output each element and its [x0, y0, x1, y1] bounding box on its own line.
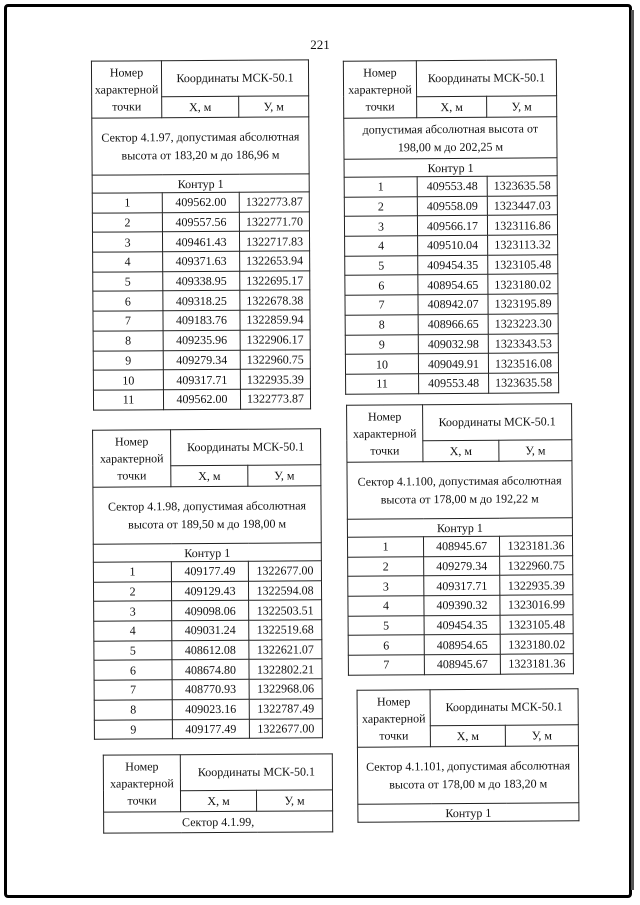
coordinates-table-sector-4-1-100 — [346, 403, 574, 675]
table-row — [345, 294, 558, 315]
y-axis-header: У, м — [499, 439, 572, 461]
table-row — [345, 353, 558, 374]
point-number-cell: 6 — [93, 291, 163, 311]
point-number-cell: 2 — [92, 212, 162, 232]
scan-edge-shadow — [631, 10, 634, 890]
x-coordinate-cell: 409032.98 — [418, 334, 488, 354]
point-number-cell: 1 — [347, 537, 423, 557]
sector-caption: Сектор 4.1.97, допустимая абсолютная высота от 183,20 м до 186,96 м — [92, 117, 309, 175]
coordinates-table-sector-4-1-97 — [91, 59, 311, 410]
y-coordinate-cell: 1322935.39 — [500, 575, 573, 595]
contour-label: Контур 1 — [347, 518, 572, 538]
table-row — [345, 333, 558, 354]
x-axis-header: X, м — [417, 96, 487, 118]
x-coordinate-cell: 409177.49 — [171, 561, 248, 581]
y-coordinate-cell: 1323181.36 — [499, 536, 572, 556]
y-coordinate-cell: 1322677.00 — [248, 561, 321, 581]
point-number-header: Номер характерной точки — [347, 405, 423, 463]
point-number-cell: 7 — [94, 680, 172, 700]
table-row — [94, 659, 322, 680]
x-coordinate-cell: 408954.65 — [424, 635, 500, 655]
y-coordinate-cell: 1323113.32 — [488, 235, 558, 255]
point-number-cell: 3 — [344, 216, 417, 236]
table-row — [348, 555, 573, 576]
point-number-cell: 9 — [94, 719, 172, 739]
point-number-cell: 4 — [94, 621, 172, 641]
y-coordinate-cell: 1323016.99 — [500, 595, 573, 615]
y-coordinate-cell: 1322653.94 — [240, 251, 310, 271]
point-number-cell: 8 — [94, 700, 172, 720]
point-number-cell: 10 — [345, 354, 418, 374]
x-coordinate-cell: 409454.35 — [424, 615, 500, 635]
y-coordinate-cell: 1323105.48 — [500, 614, 573, 634]
table-row — [345, 255, 558, 276]
x-axis-header: X, м — [180, 790, 256, 812]
y-coordinate-cell: 1322773.87 — [240, 389, 310, 409]
table-row — [94, 699, 322, 720]
table-row — [348, 595, 573, 616]
y-coordinate-cell: 1322773.87 — [239, 192, 309, 212]
y-coordinate-cell: 1323195.89 — [488, 294, 558, 314]
y-coordinate-cell: 1323223.30 — [488, 314, 558, 334]
y-coordinate-cell: 1322594.08 — [248, 580, 321, 600]
contour-label: Контур 1 — [93, 543, 321, 562]
x-coordinate-cell: 408674.80 — [172, 660, 249, 680]
x-coordinate-cell: 409177.49 — [172, 719, 249, 739]
point-number-header: Номер характерной точки — [357, 690, 430, 748]
y-coordinate-cell: 1323635.58 — [487, 176, 557, 196]
point-number-cell: 8 — [345, 315, 418, 335]
sector-caption: допустимая абсолютная высота от 198,00 м до 202,25 м — [344, 117, 557, 159]
y-axis-header: У, м — [487, 95, 557, 117]
y-axis-header: У, м — [248, 464, 321, 486]
y-axis-header: У, м — [256, 790, 332, 812]
x-coordinate-cell: 408945.67 — [424, 654, 500, 674]
point-number-cell: 8 — [93, 331, 163, 351]
table-row — [348, 575, 573, 596]
contour-label: Контур 1 — [344, 158, 557, 177]
y-coordinate-cell: 1323447.03 — [487, 195, 557, 215]
x-coordinate-cell: 409553.48 — [417, 176, 487, 196]
y-coordinate-cell: 1322968.06 — [249, 679, 322, 699]
coordinates-table-sector-continued — [343, 59, 559, 394]
x-coordinate-cell: 409562.00 — [162, 192, 239, 212]
point-number-cell: 6 — [345, 275, 418, 295]
y-coordinate-cell: 1322802.21 — [249, 659, 322, 679]
contour-label: Контур 1 — [358, 803, 579, 823]
coordinates-header: Координаты МСК-50.1 — [423, 404, 572, 441]
y-coordinate-cell: 1322771.70 — [239, 212, 309, 232]
point-number-cell: 6 — [348, 635, 424, 655]
table-row — [93, 389, 310, 410]
table-row — [347, 536, 572, 557]
y-coordinate-cell: 1323180.02 — [488, 274, 558, 294]
table-row — [348, 634, 573, 655]
x-coordinate-cell: 409558.09 — [417, 196, 487, 216]
table-row — [345, 274, 558, 295]
sector-caption: Сектор 4.1.100, допустимая абсолютная высота от 178,00 м до 192,22 м — [347, 461, 572, 520]
table-row — [94, 640, 322, 661]
table-row — [93, 271, 310, 292]
y-coordinate-cell: 1323105.48 — [488, 255, 558, 275]
point-number-cell: 5 — [348, 616, 424, 636]
coordinates-header: Координаты МСК-50.1 — [416, 60, 556, 97]
table-row — [345, 235, 558, 256]
x-axis-header: X, м — [423, 440, 499, 462]
y-coordinate-cell: 1322677.00 — [249, 718, 322, 738]
y-coordinate-cell: 1322503.51 — [249, 600, 322, 620]
x-coordinate-cell: 409318.25 — [163, 291, 240, 311]
x-coordinate-cell: 409510.04 — [418, 235, 488, 255]
y-coordinate-cell: 1323635.58 — [489, 373, 559, 393]
point-number-cell: 1 — [93, 562, 171, 582]
point-number-cell: 2 — [93, 581, 171, 601]
x-coordinate-cell: 409023.16 — [172, 699, 249, 719]
table-row — [344, 176, 557, 197]
y-coordinate-cell: 1322935.39 — [240, 369, 310, 389]
table-row — [344, 195, 557, 216]
point-number-cell: 6 — [94, 660, 172, 680]
y-coordinate-cell: 1322906.17 — [240, 330, 310, 350]
x-axis-header: X, м — [430, 725, 505, 747]
table-row — [94, 620, 322, 641]
coordinates-table-sector-4-1-99 — [103, 753, 333, 833]
table-row — [93, 290, 310, 311]
y-coordinate-cell: 1322621.07 — [249, 640, 322, 660]
page-number: 221 — [310, 37, 330, 52]
coordinates-header: Координаты МСК-50.1 — [180, 754, 332, 790]
x-coordinate-cell: 408612.08 — [172, 640, 249, 660]
x-coordinate-cell: 409235.96 — [163, 330, 240, 350]
point-number-cell: 4 — [93, 252, 163, 272]
y-coordinate-cell: 1322678.38 — [240, 290, 310, 310]
table-row — [93, 310, 310, 331]
coordinates-header: Координаты МСК-50.1 — [161, 60, 308, 97]
x-coordinate-cell: 408942.07 — [418, 294, 488, 314]
x-coordinate-cell: 409461.43 — [162, 232, 239, 252]
x-coordinate-cell: 409338.95 — [163, 271, 240, 291]
y-coordinate-cell: 1322519.68 — [249, 620, 322, 640]
point-number-cell: 2 — [348, 556, 424, 576]
table-row — [93, 251, 310, 272]
x-coordinate-cell: 409183.76 — [163, 310, 240, 330]
point-number-cell: 2 — [344, 196, 417, 216]
y-coordinate-cell: 1323116.86 — [487, 215, 557, 235]
coordinates-header: Координаты МСК-50.1 — [430, 689, 578, 726]
table-row — [94, 679, 322, 700]
contour-label: Контур 1 — [92, 174, 309, 193]
point-number-cell: 5 — [93, 271, 163, 291]
point-number-cell: 9 — [93, 350, 163, 370]
x-coordinate-cell: 409279.34 — [424, 556, 500, 576]
x-coordinate-cell: 409129.43 — [171, 581, 248, 601]
y-coordinate-cell: 1323180.02 — [500, 634, 573, 654]
x-coordinate-cell: 408954.65 — [418, 275, 488, 295]
sector-caption: Сектор 4.1.99, — [104, 811, 333, 833]
coordinates-header: Координаты МСК-50.1 — [171, 429, 321, 466]
point-number-cell: 5 — [345, 255, 418, 275]
x-coordinate-cell: 409390.32 — [424, 595, 500, 615]
x-axis-header: X, м — [171, 465, 248, 487]
y-coordinate-cell: 1323181.36 — [500, 654, 573, 674]
table-row — [93, 369, 310, 390]
x-coordinate-cell: 408770.93 — [172, 679, 249, 699]
table-row — [348, 654, 573, 675]
point-number-cell: 7 — [345, 295, 418, 315]
point-number-header: Номер характерной точки — [343, 61, 416, 119]
point-number-header: Номер характерной точки — [91, 61, 161, 118]
point-number-cell: 3 — [92, 232, 162, 252]
x-coordinate-cell: 408945.67 — [423, 536, 499, 556]
table-row — [93, 330, 310, 351]
table-row — [92, 231, 309, 252]
table-row — [92, 192, 309, 213]
coordinates-table-sector-4-1-101 — [357, 688, 580, 823]
y-axis-header: У, м — [505, 724, 578, 746]
point-number-cell: 4 — [348, 596, 424, 616]
y-coordinate-cell: 1323516.08 — [488, 353, 558, 373]
y-coordinate-cell: 1323343.53 — [488, 333, 558, 353]
table-row — [348, 614, 573, 635]
point-number-cell: 1 — [92, 193, 162, 213]
x-coordinate-cell: 409566.17 — [417, 216, 487, 236]
point-number-cell: 7 — [93, 311, 163, 331]
table-row — [94, 718, 322, 739]
table-row — [346, 373, 559, 394]
x-axis-header: X, м — [162, 96, 239, 118]
point-number-cell: 5 — [94, 640, 172, 660]
table-row — [93, 349, 310, 370]
point-number-cell: 11 — [346, 374, 419, 394]
coordinates-table-sector-4-1-98 — [92, 428, 323, 740]
table-row — [93, 561, 321, 582]
x-coordinate-cell: 409454.35 — [418, 255, 488, 275]
x-coordinate-cell: 409049.91 — [418, 353, 488, 373]
x-coordinate-cell: 409371.63 — [163, 251, 240, 271]
x-coordinate-cell: 408966.65 — [418, 314, 488, 334]
point-number-header: Номер характерной точки — [93, 430, 171, 487]
point-number-cell: 10 — [93, 370, 163, 390]
x-coordinate-cell: 409317.71 — [163, 369, 240, 389]
point-number-cell: 1 — [344, 177, 417, 197]
point-number-cell: 3 — [94, 601, 172, 621]
table-row — [345, 314, 558, 335]
table-row — [93, 580, 321, 601]
y-axis-header: У, м — [239, 95, 309, 117]
sector-caption: Сектор 4.1.101, допустимая абсолютная высота от 178,00 м до 183,20 м — [357, 746, 578, 805]
x-coordinate-cell: 409031.24 — [172, 620, 249, 640]
x-coordinate-cell: 409562.00 — [163, 389, 240, 409]
y-coordinate-cell: 1322787.49 — [249, 699, 322, 719]
point-number-cell: 3 — [348, 576, 424, 596]
point-number-cell: 7 — [348, 655, 424, 675]
x-coordinate-cell: 409317.71 — [424, 576, 500, 596]
x-coordinate-cell: 409557.56 — [162, 212, 239, 232]
point-number-cell: 9 — [345, 334, 418, 354]
table-row — [94, 600, 322, 621]
y-coordinate-cell: 1322859.94 — [240, 310, 310, 330]
y-coordinate-cell: 1322960.75 — [240, 349, 310, 369]
point-number-cell: 4 — [345, 236, 418, 256]
table-row — [92, 212, 309, 233]
point-number-cell: 11 — [93, 390, 163, 410]
sector-caption: Сектор 4.1.98, допустимая абсолютная высота от 189,50 м до 198,00 м — [93, 486, 321, 544]
x-coordinate-cell: 409098.06 — [172, 601, 249, 621]
y-coordinate-cell: 1322717.83 — [239, 231, 309, 251]
y-coordinate-cell: 1322960.75 — [500, 555, 573, 575]
point-number-header: Номер характерной точки — [103, 755, 180, 812]
x-coordinate-cell: 409553.48 — [419, 373, 489, 393]
table-row — [344, 215, 557, 236]
y-coordinate-cell: 1322695.17 — [240, 271, 310, 291]
x-coordinate-cell: 409279.34 — [163, 350, 240, 370]
